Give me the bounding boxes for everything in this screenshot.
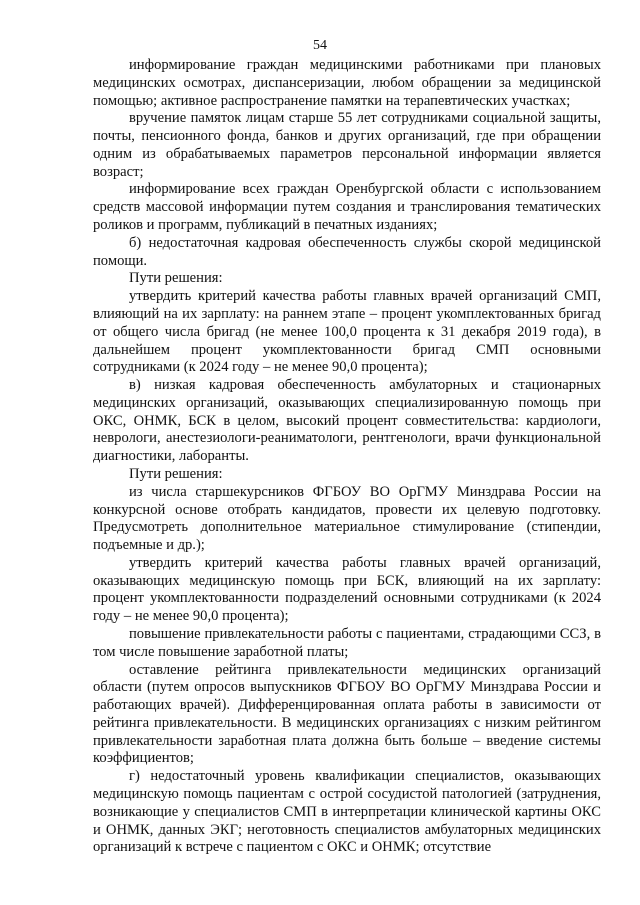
paragraph: г) недостаточный уровень квалификации специалистов, оказывающих медицинскую помощь пациентам с острой сосудистой патологией (затруднения, возникающие у специалистов СМП в интерпретации клинической картины ОКС и ОНМК, данных ЭКГ; неготовность специалистов амбулаторных медицинских организаций к встрече с пациентом с ОКС и ОНМК; отсутствие (93, 768, 601, 856)
paragraph: из числа старшекурсников ФГБОУ ВО ОрГМУ Минздрава России на конкурсной основе отобрать кандидатов, провести их целевую подготовку. Предусмотреть дополнительное материальное стимулирование (стипендии, подъемные и др.); (93, 483, 601, 554)
paragraph: информирование граждан медицинскими работниками при плановых медицинских осмотрах, диспансеризации, любом обращении за медицинской помощью; активное распространение памятки на терапевтических участках; (93, 57, 601, 109)
paragraph-heading: Пути решения: (129, 270, 223, 287)
paragraph: в) низкая кадровая обеспеченность амбулаторных и стационарных медицинских организаций, оказывающих специализированную помощь при ОКС, ОНМК, БСК в целом, высокий процент совместительства: кардиологи, неврологи, анестезиологи-реаниматологи, рентгенологи, врачи функциональной диагностики, лаборанты. (93, 377, 601, 465)
paragraph: информирование всех граждан Оренбургской области с использованием средств массовой информации путем создания и транслирования тематических роликов и программ, публикаций в печатных изданиях; (93, 181, 601, 234)
paragraph: утвердить критерий качества работы главных врачей организаций СМП, влияющий на их зарплату: на раннем этапе – процент укомплектованных бригад от общего числа бригад (не менее 100,0 процента к 31 декабря 2019 года), в дальнейшем процент укомплектованности бригад СМП основными сотрудниками (к 2024 году – не менее 90,0 процента); (93, 288, 601, 376)
paragraph: повышение привлекательности работы с пациентами, страдающими ССЗ, в том числе повышение заработной платы; (93, 626, 601, 660)
body-text (93, 57, 601, 857)
paragraph: утвердить критерий качества работы главных врачей организаций, оказывающих медицинскую помощь при БСК, влияющий на их зарплату: процент укомплектованности подразделений основными сотрудниками (к 2024 году – не менее 90,0 процента); (93, 554, 601, 625)
paragraph: оставление рейтинга привлекательности медицинских организаций области (путем опросов выпускников ФГБОУ ВО ОрГМУ Минздрава России и работающих врачей). Дифференцированная оплата работы в зависимости от рейтинга привлекательности. В медицинских организациях с низким рейтингом привлекательности заработная плата должна быть больше – введение системы коэффициентов; (93, 661, 601, 767)
paragraph: б) недостаточная кадровая обеспеченность службы скорой медицинской помощи. (93, 234, 601, 269)
paragraph: вручение памяток лицам старше 55 лет сотрудниками социальной защиты, почты, пенсионного фонда, банков и других организаций, где при обращении одним из обрабатываемых параметров персональной информации является возраст; (93, 110, 601, 180)
page-number: 54 (313, 38, 327, 53)
paragraph-heading: Пути решения: (129, 465, 223, 482)
